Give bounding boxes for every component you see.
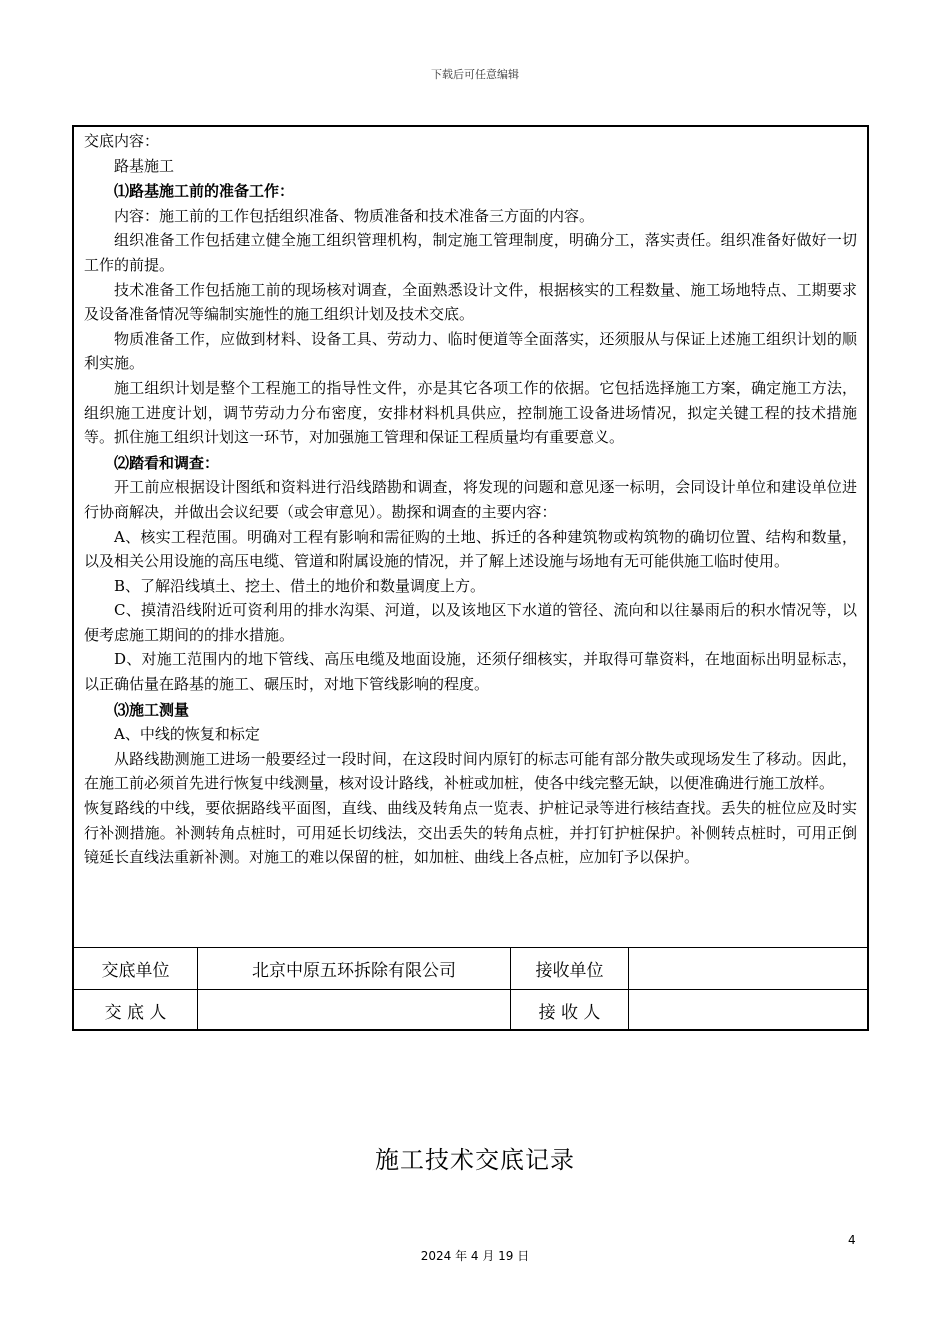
record-title: 施工技术交底记录 [375,1146,575,1174]
content-heading: 交底内容： [84,132,160,150]
receiver-label: 接 收 人 [538,1002,601,1023]
content-paragraph: 开工前应根据设计图纸和资料进行沿线踏勘和调查，将发现的问题和意见逐一标明，会同设计单位和建设单位进行协商解决，并做出会议纪要（或会审意见）。勘探和调查的主要内容： [84,478,857,521]
handover-person-label: 交 底 人 [104,1002,167,1023]
content-paragraph: 内容：施工前的工作包括组织准备、物质准备和技术准备三方面的内容。 [114,206,595,225]
paragraph-list [84,179,857,870]
content-paragraph: 从路线勘测施工进场一般要经过一段时间，在这段时间内原钉的标志可能有部分散失或现场发生了移动。因此，在施工前必须首先进行恢复中线测量，核对设计路线，补桩或加桩，使各中线完整无缺，以便准确进行施工放样。 [84,749,857,793]
content-paragraph: ⑴路基施工前的准备工作： [114,182,295,201]
content-paragraph: 恢复路线的中线，要依据路线平面图，直线、曲线及转角点一览表、护桩记录等进行核结查找。丢失的桩位应及时实行补测措施。补测转角点桩时，可用延长切线法，交出丢失的转角点桩，并打钉护桩保护。补侧转点桩时，可用正倒镜延长直线法重新补测。对施工的难以保留的桩，如加桩、曲线上各点桩，应加钉予以保护。 [84,799,857,867]
handover-person-value [198,990,510,1030]
content-paragraph: C、摸清沿线附近可资利用的排水沟渠、河道，以及该地区下水道的管径、流向和以往暴雨后的积水情况等，以便考虑施工期间的的排水措施。 [84,601,857,644]
content-paragraph: A、中线的恢复和标定 [114,725,260,744]
content-paragraph: 组织准备工作包括建立健全施工组织管理机构，制定施工管理制度，明确分工，落实责任。组织准备好做好一切工作的前提。 [84,231,857,274]
content-paragraph: 施工组织计划是整个工程施工的指导性文件，亦是其它各项工作的依据。它包括选择施工方案，确定施工方法，组织施工进度计划，调节劳动力分布密度，安排材料机具供应，控制施工设备进场情况，拟定关键工程的技术措施等。抓住施工组织计划这一环节，对加强施工管理和保证工程质量均有重要意义。 [84,378,857,447]
handover-unit-label: 交底单位 [101,961,170,981]
content-paragraph: 技术准备工作包括施工前的现场核对调查，全面熟悉设计文件，根据核实的工程数量、施工场地特点、工期要求及设备准备情况等编制实施性的施工组织计划及技术交底。 [84,280,857,324]
content-paragraph: D、对施工范围内的地下管线、高压电缆及地面设施，还须仔细核实，并取得可靠资料，在地面标出明显标志，以正确估量在路基的施工、碾压时，对地下管线影响的程度。 [84,650,857,694]
page-number: 4 [848,1233,856,1247]
content-paragraph: ⑶施工测量 [114,700,190,719]
receiver-value [629,990,867,1030]
footer-date: 2024 年 4 月 19 日 [420,1249,530,1263]
signature-grid [74,947,867,1029]
disclosure-content [74,127,867,947]
content-paragraph: ⑵踏看和调查： [114,453,220,472]
receiving-unit-value [629,948,867,989]
content-paragraph: B、了解沿线填土、挖土、借土的地价和数量调度上方。 [114,576,486,595]
section-title: 路基施工 [114,156,175,175]
content-paragraph: 物质准备工作，应做到材料、设备工具、劳动力、临时便道等全面落实，还须服从与保证上述施工组织计划的顺利实施。 [84,329,857,373]
disclosure-table [72,125,869,1031]
content-paragraph: A、核实工程范围。明确对工程有影响和需征购的土地、拆迁的各种建筑物或构筑物的确切位置、结构和数量，以及相关公用设施的高压电缆、管道和附属设施的情况，并了解上述设施与场地有无可能供施工临时使用。 [84,527,857,571]
receiving-unit-label: 接收单位 [535,961,604,981]
handover-unit-value: 北京中原五环拆除有限公司 [252,961,456,981]
page-header: 下载后可任意编辑 [431,68,519,81]
